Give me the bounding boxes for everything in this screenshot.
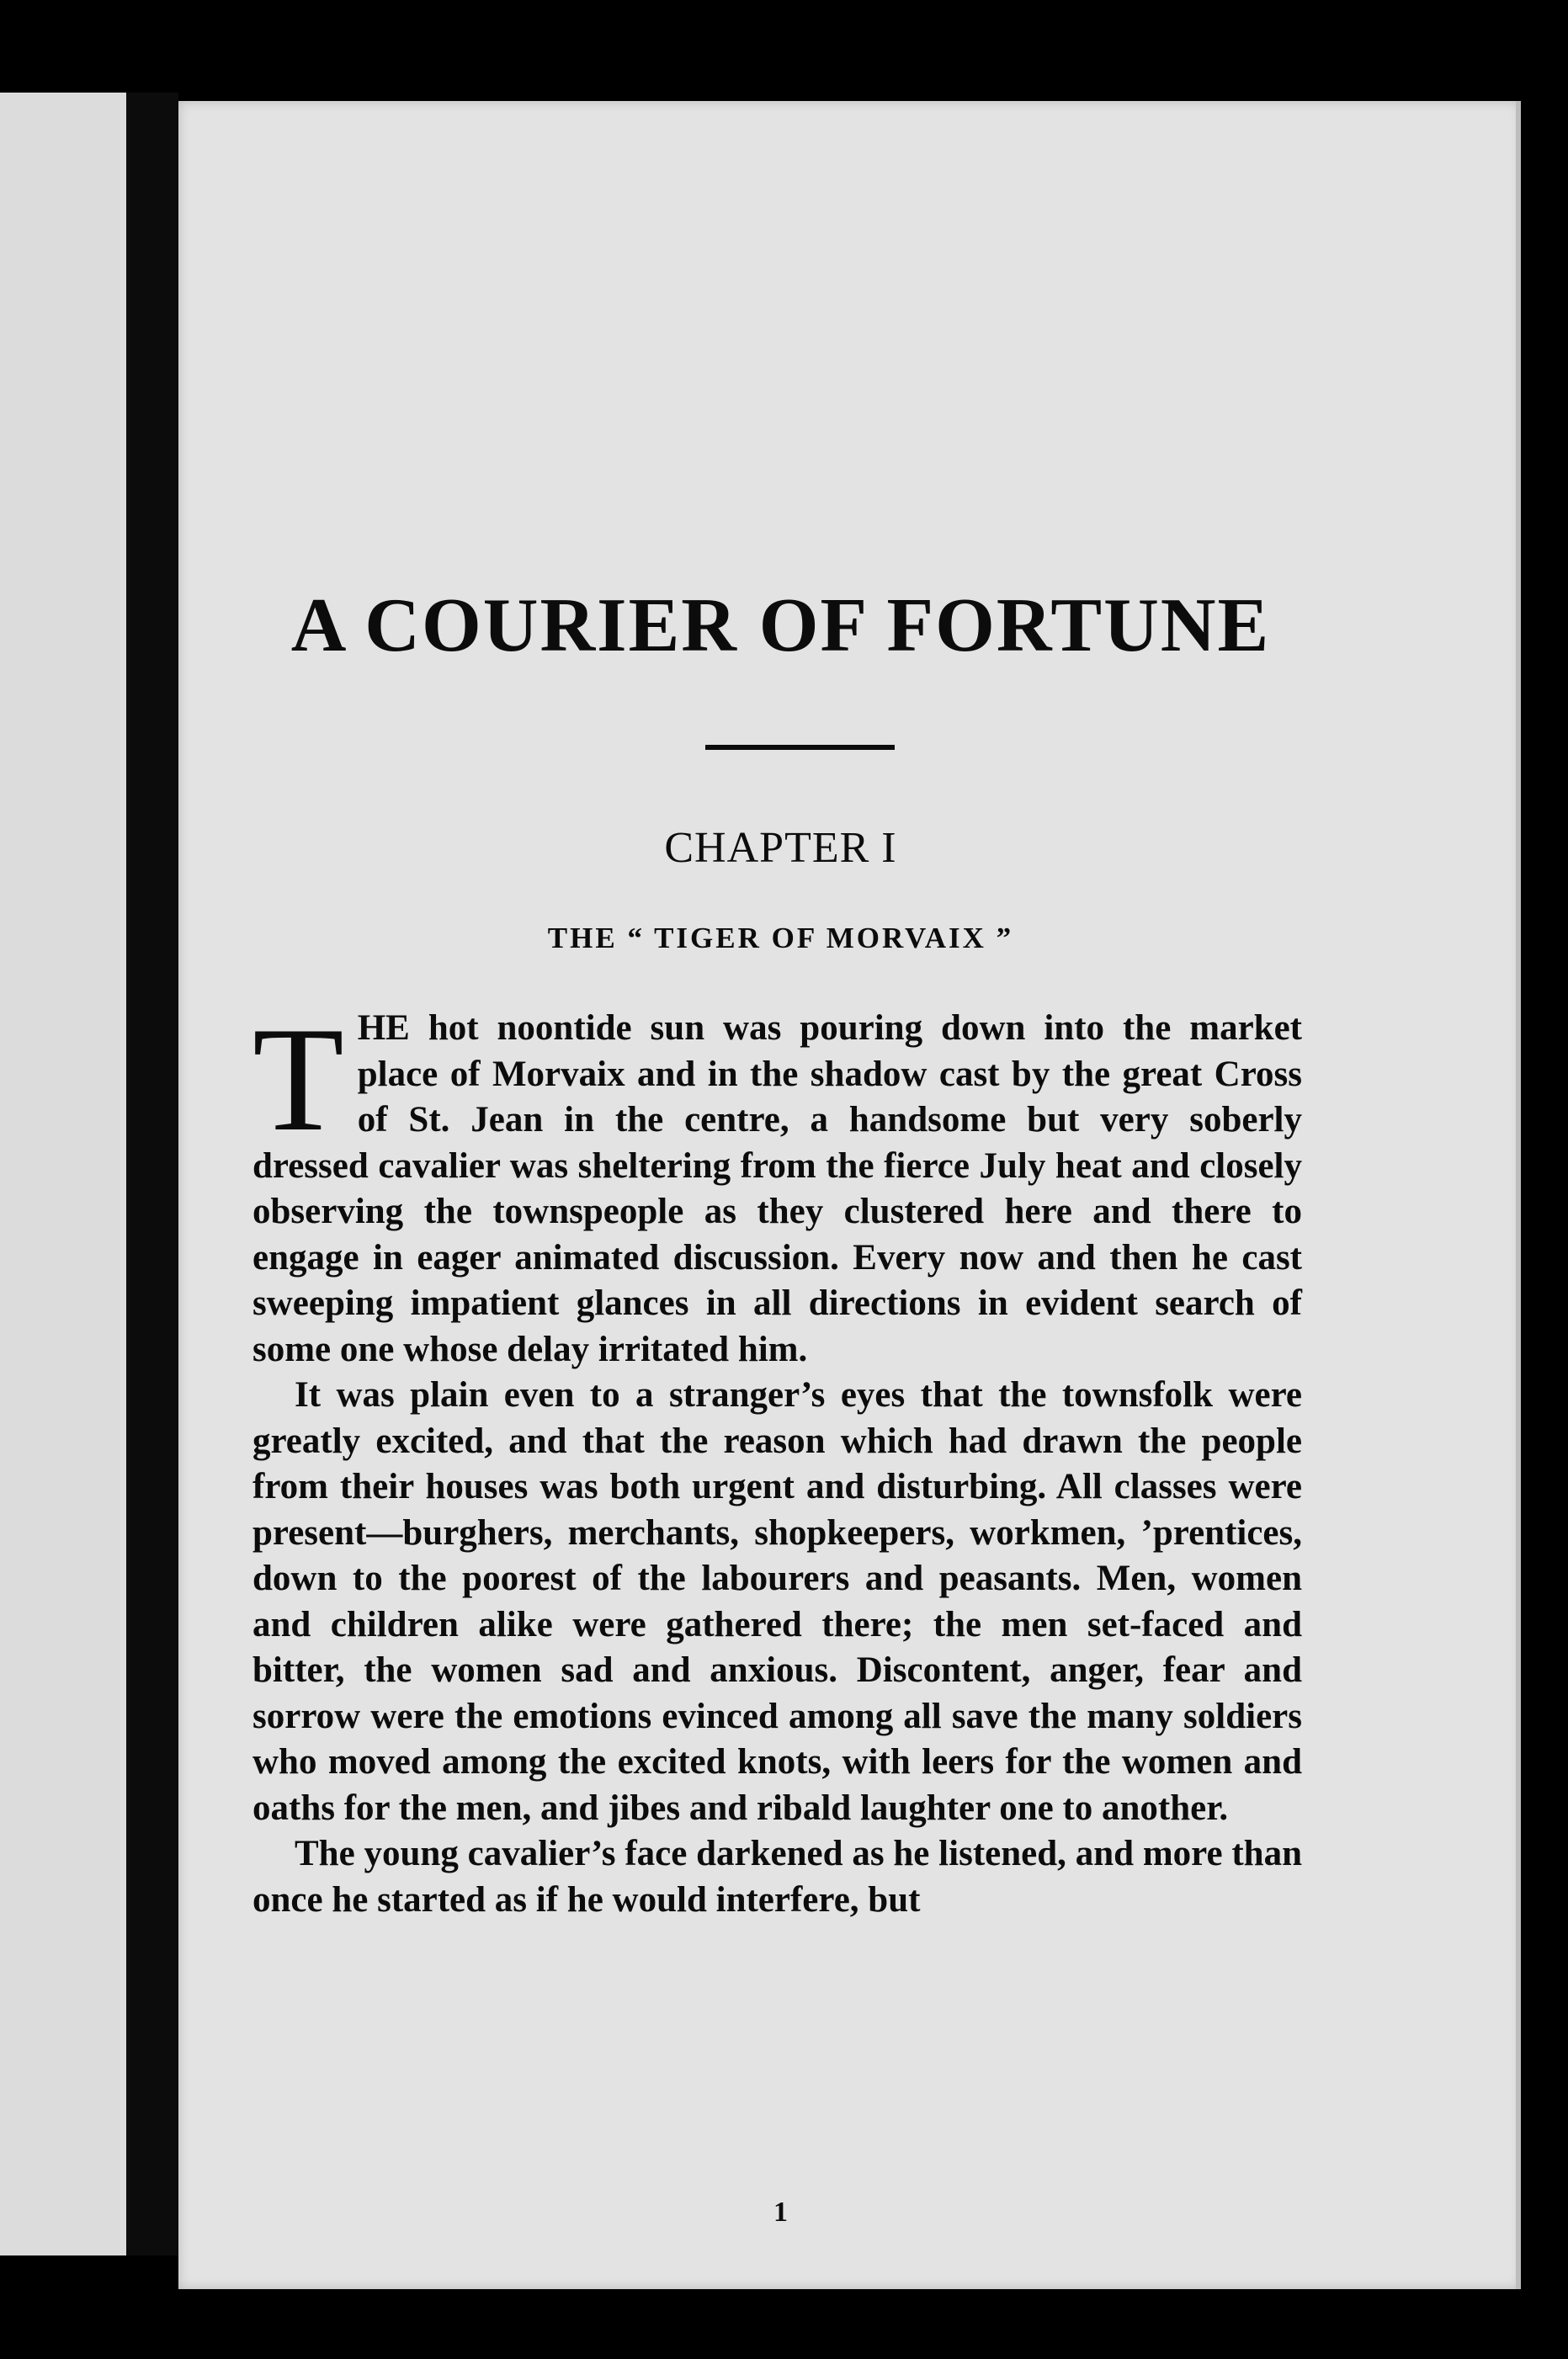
facing-page (0, 93, 126, 2255)
chapter-subtitle: THE “ TIGER OF MORVAIX ” (547, 922, 1014, 954)
paragraph-1 (252, 996, 1302, 1373)
chapter-body (252, 996, 1302, 1923)
page-edge (1516, 101, 1521, 2289)
book-title: A COURIER OF FORTUNE (290, 582, 1271, 667)
book-page (178, 101, 1521, 2289)
chapter-heading: CHAPTER I (664, 824, 897, 872)
page-number: 1 (773, 2197, 788, 2228)
paragraph-2: It was plain even to a stranger’s eyes that the townsfolk were greatly excited, and that the reason which had drawn the people from their houses was both urgent and disturbing. All classes were present—burghers, merchants, shopkeepers, workmen, ’prentices, down to the poorest of the labourers and peasants. Men, women and children alike were gathered there; the men set-faced and bitter, the women sad and anxious. Discontent, anger, fear and sorrow were the emotions evinced among all save the many soldiers who moved among the excited knots, with leers for the women and oaths for the men, and jibes and ribald laughter one to another. (252, 1375, 1302, 1828)
title-rule (705, 745, 895, 750)
book-gutter (126, 93, 178, 2255)
page-content (252, 101, 1309, 2289)
paragraph-1-text: HE hot noontide sun was pouring down into the market place of Morvaix and in the shadow cast by the great Cross of St. Jean in the centre, a handsome but very soberly dressed cavalier was sheltering from the fierce July heat and closely observing the townspeople as they clustered here and there to engage in eager animated discussion. Every now and then he cast sweeping impatient glances in all directions in evident search of some one whose delay irritated him. (252, 1008, 1302, 1369)
drop-cap: T (252, 996, 344, 1162)
paragraph-3: The young cavalier’s face darkened as he listened, and more than once he started as if he would interfere, but (252, 1834, 1302, 1920)
